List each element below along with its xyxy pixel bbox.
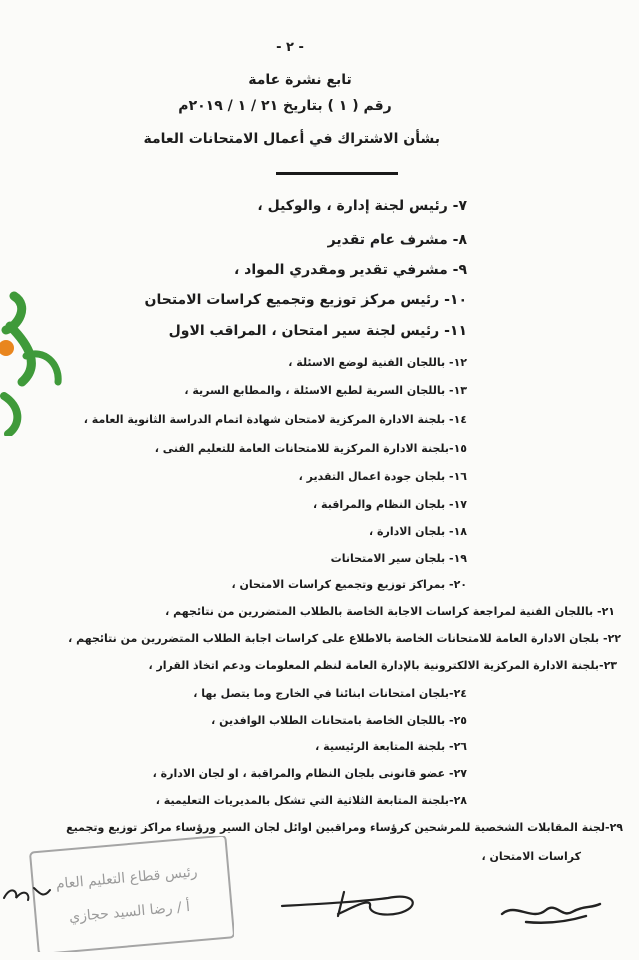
signature-right bbox=[496, 892, 606, 932]
bulletin-number-date: رقم ( ١ ) بتاريخ ٢١ / ١ / ٢٠١٩م bbox=[178, 98, 392, 114]
list-item: ٢٧- عضو قانونى بلجان النظام والمراقبة ، او لجان الادارة ، bbox=[152, 767, 467, 780]
list-item: ٢٩-لجنة المقابلات الشخصية للمرشحين كرؤساء ومراقبين اوائل لجان السير ورؤساء مراكز توزيع وتجميع bbox=[66, 821, 623, 834]
list-item: ٧- رئيس لجنة إدارة ، والوكيل ، bbox=[257, 198, 467, 214]
list-item: ٢٢- بلجان الادارة العامة للامتحانات الخاصة بالاطلاع على كراسات اجابة الطلاب المتضررين من نتائجهم ، bbox=[68, 632, 621, 645]
ministry-logo bbox=[0, 286, 68, 436]
signature-left bbox=[0, 868, 60, 914]
bulletin-title: تابع نشرة عامة bbox=[248, 72, 352, 88]
list-item: ٢٥- باللجان الخاصة بامتحانات الطلاب الوافدين ، bbox=[211, 714, 467, 727]
list-item: ٢٨-بلجنة المتابعة الثلاثية التي تشكل بالمديريات التعليمية ، bbox=[155, 794, 467, 807]
list-item: ١٨- بلجان الادارة ، bbox=[369, 525, 467, 538]
list-item: ٩- مشرفي تقدير ومقدري المواد ، bbox=[233, 262, 467, 278]
list-item: ١١- رئيس لجنة سير امتحان ، المراقب الاول bbox=[168, 323, 467, 339]
signature-middle bbox=[278, 880, 428, 930]
list-item: ١٦- بلجان جودة اعمال التقدير ، bbox=[298, 470, 467, 483]
list-item: ١٧- بلجان النظام والمراقبة ، bbox=[313, 498, 467, 511]
list-item: ٨- مشرف عام تقدير bbox=[327, 232, 467, 248]
list-item: ٢١- باللجان الفنية لمراجعة كراسات الاجابة الخاصة بالطلاب المتضررين من نتائجهم ، bbox=[165, 605, 615, 618]
list-item: ١٤- بلجنة الادارة المركزية لامتحان شهادة اتمام الدراسة الثانوية العامة ، bbox=[83, 413, 467, 426]
page-number: - ٢ - bbox=[276, 40, 304, 55]
list-item: ١٣- باللجان السرية لطبع الاسئلة ، والمطابع السرية ، bbox=[184, 384, 467, 397]
list-item: ١٠- رئيس مركز توزيع وتجميع كراسات الامتحان bbox=[144, 292, 467, 308]
list-item: ٢٠- بمراكز توزيع وتجميع كراسات الامتحان ، bbox=[231, 578, 467, 591]
stamp-name: أ / رضا السيد حجازي bbox=[68, 898, 191, 926]
stamp-title: رئيس قطاع التعليم العام bbox=[55, 864, 199, 893]
list-item: ١٩- بلجان سير الامتحانات bbox=[330, 552, 467, 565]
list-item: ١٥-بلجنة الادارة المركزية للامتحانات العامة للتعليم الفنى ، bbox=[154, 442, 467, 455]
list-item: ٢٤-بلجان امتحانات ابنائنا في الخارج وما يتصل بها ، bbox=[193, 687, 467, 700]
list-item-continuation: كراسات الامتحان ، bbox=[481, 850, 581, 863]
list-item: ١٢- باللجان الفنية لوضع الاسئلة ، bbox=[288, 356, 467, 369]
list-item: ٢٦- بلجنة المتابعة الرئيسية ، bbox=[315, 740, 467, 753]
list-item: ٢٣-بلجنة الادارة المركزية الالكترونية بالإدارة العامة لنظم المعلومات ودعم اتخاذ القرار ، bbox=[148, 659, 617, 672]
bulletin-subject: بشأن الاشتراك في أعمال الامتحانات العامة bbox=[143, 131, 440, 147]
